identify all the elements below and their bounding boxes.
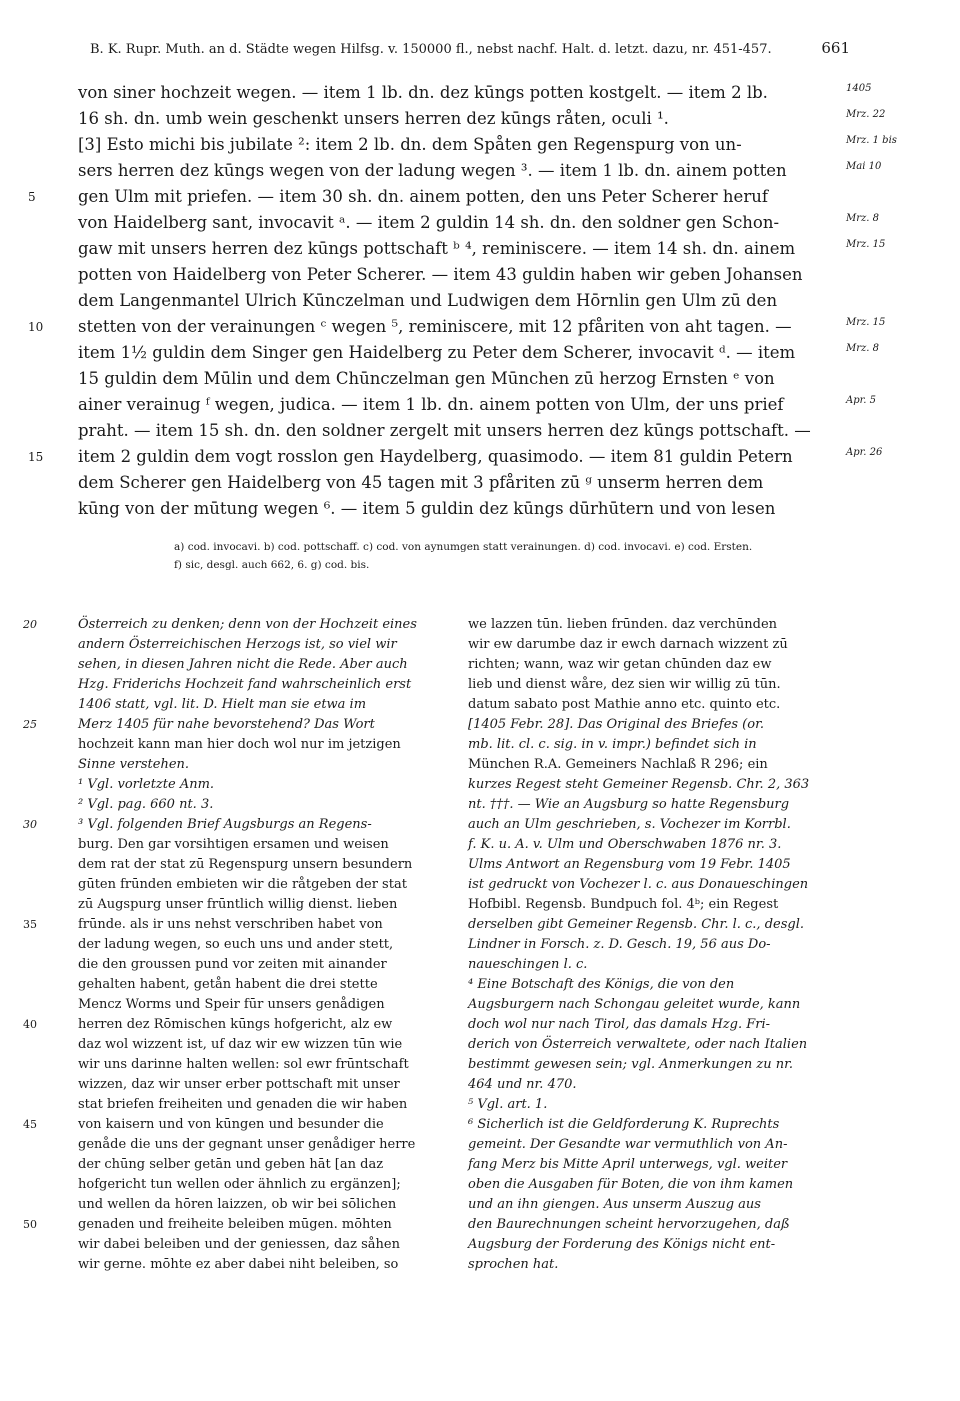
column-line: ist gedruckt von Vochezer l. c. aus Donaueschingen [468, 877, 809, 892]
column-line [78, 895, 446, 915]
line-number: 40 [23, 1018, 37, 1031]
column-line [78, 995, 446, 1015]
running-header [90, 39, 850, 57]
line-text: potten von Haidelberg von Peter Scherer. — item 43 guldin haben wir geben Johansen [78, 265, 803, 284]
column-line [78, 1255, 446, 1275]
textual-notes [174, 538, 752, 574]
line-text: wir dabei beleiben und der geniessen, daz såhen [78, 1237, 400, 1252]
margin-date: 1405 [846, 83, 872, 94]
column-line [78, 635, 446, 655]
line-number: 30 [23, 818, 37, 831]
line-text: Merz 1405 für nahe bevorstehend? Das Wort [78, 717, 375, 732]
column-line [23, 1215, 446, 1235]
main-line [78, 158, 882, 184]
main-line [78, 340, 880, 366]
line-text: sers herren dez kūngs wegen von der ladung wegen ³. — item 1 lb. dn. ainem potten [78, 161, 787, 180]
column-line [78, 775, 446, 795]
line-text: hofgericht tun wellen oder ähnlich zu ergänzen]; [78, 1177, 401, 1192]
column-line [78, 655, 446, 675]
main-line [78, 80, 872, 106]
line-text: herren dez Rōmischen kūngs hofgericht, alz ew [78, 1017, 393, 1032]
column-line: und an ihn giengen. Aus unserm Auszug aus [468, 1197, 761, 1212]
column-line [78, 1175, 446, 1195]
column-line: ⁵ Vgl. art. 1. [468, 1097, 548, 1112]
margin-date: Apr. 26 [846, 447, 883, 458]
line-text: item 1½ guldin dem Singer gen Haidelberg zu Peter dem Scherer, invocavit ᵈ. — item [78, 343, 796, 362]
main-line [78, 418, 838, 444]
line-text: von Haidelberg sant, invocavit ᵃ. — item 2 guldin 14 sh. dn. den soldner gen Schon- [78, 213, 780, 232]
column-line [78, 675, 446, 695]
line-number: 5 [28, 190, 36, 204]
column-line [23, 915, 446, 935]
line-text: gehalten habent, getån habent die drei stette [78, 977, 378, 992]
column-line: f. K. u. A. v. Ulm und Oberschwaben 1876 nr. 3. [468, 837, 782, 852]
column-line: datum sabato post Mathie anno etc. quinto etc. [468, 697, 781, 712]
column-line: Augsburgern nach Schongau geleitet wurde, kann [468, 997, 801, 1012]
column-line: Hofbibl. Regensb. Bundpuch fol. 4ᵇ; ein Regest [468, 897, 779, 912]
margin-date: Mrz. 1 bis [846, 135, 897, 146]
column-line [78, 1155, 446, 1175]
column-line: fang Merz bis Mitte April unterwegs, vgl. weiter [468, 1157, 788, 1172]
line-text: gen Ulm mit priefen. — item 30 sh. dn. ainem potten, den uns Peter Scherer heruf [78, 187, 768, 206]
margin-date: Mrz. 15 [846, 317, 886, 328]
line-text: von siner hochzeit wegen. — item 1 lb. dn. dez kūngs potten kostgelt. — item 2 lb. [78, 83, 768, 102]
column-line: kurzes Regest steht Gemeiner Regensb. Chr. 2, 363 [468, 777, 810, 792]
line-text: der chūng selber getān und geben hāt [an daz [78, 1157, 384, 1172]
line-text: Mencz Worms und Speir fūr unsers genådigen [78, 997, 385, 1012]
margin-date: Mrz. 8 [846, 343, 880, 354]
main-line [78, 106, 886, 132]
column-line [78, 1135, 446, 1155]
line-number: 15 [28, 450, 44, 464]
column-line [78, 1055, 446, 1075]
column-line [78, 875, 446, 895]
footnotes-left-column [23, 615, 446, 1275]
main-line [78, 132, 897, 158]
column-line: doch wol nur nach Tirol, das damals Hzg. Fri- [468, 1017, 771, 1032]
column-line: ⁶ Sicherlich ist die Geldforderung K. Ruprechts [468, 1117, 780, 1132]
line-text: burg. Den gar vorsihtigen ersamen und weisen [78, 837, 389, 852]
column-line: oben die Ausgaben für Boten, die von ihm kamen [468, 1177, 794, 1192]
line-text: die den groussen pund vor zeiten mit ainander [78, 957, 387, 972]
line-text: und wellen da hōren laizzen, ob wir bei sōlichen [78, 1197, 397, 1212]
column-line [78, 735, 446, 755]
line-text: Hzg. Friderichs Hochzeit fand wahrscheinlich erst [78, 677, 412, 692]
line-text: praht. — item 15 sh. dn. den soldner zergelt mit unsers herren dez kūngs pottschaft. — [78, 421, 811, 440]
column-line: [1405 Febr. 28]. Das Original des Briefes (or. [468, 717, 765, 732]
column-line: lieb und dienst wåre, dez sien wir willig zū tūn. [468, 677, 781, 692]
column-line [78, 1095, 446, 1115]
margin-date: Mrz. 8 [846, 213, 880, 224]
line-text: wizzen, daz wir unser erber pottschaft mit unser [78, 1077, 400, 1092]
line-text: ¹ Vgl. vorletzte Anm. [78, 777, 215, 792]
column-line: we lazzen tūn. lieben frūnden. daz verchūnden [468, 617, 778, 632]
main-line [28, 314, 886, 340]
column-line [78, 1075, 446, 1095]
margin-date: Mrz. 22 [846, 109, 886, 120]
column-line [23, 1115, 446, 1135]
column-line: den Baurechnungen scheint hervorzugehen, daß [468, 1217, 790, 1232]
line-text: 15 guldin dem Mūlin und dem Chūnczelman gen Mūnchen zū herzog Ernsten ᵉ von [78, 369, 775, 388]
column-line: auch an Ulm geschrieben, s. Vochezer im Korrbl. [468, 817, 791, 832]
textual-note-line: a) cod. invocavi. b) cod. pottschaff. c) cod. von aynumgen statt verainungen. d) cod. invocavi. e) cod. Ersten. [174, 541, 753, 553]
column-line [78, 955, 446, 975]
line-text: genåde die uns der gegnant unser genådiger herre [78, 1137, 416, 1152]
line-number: 20 [23, 618, 37, 631]
column-line: derich von Österreich verwaltete, oder nach Italien [468, 1037, 808, 1052]
line-text: hochzeit kann man hier doch wol nur im jetzigen [78, 737, 401, 752]
line-text: item 2 guldin dem vogt rosslon gen Haydelberg, quasimodo. — item 81 guldin Petern [78, 447, 793, 466]
column-line [23, 815, 446, 835]
column-line: München R.A. Gemeiners Nachlaß R 296; ein [468, 757, 768, 772]
line-text: sehen, in diesen Jahren nicht die Rede. Aber auch [78, 657, 408, 672]
line-text: ³ Vgl. folgenden Brief Augsburgs an Regens- [78, 817, 372, 832]
line-text: stat briefen freiheiten und genaden die wir haben [78, 1097, 408, 1112]
line-text: kūng von der mūtung wegen ⁶. — item 5 guldin dez kūngs dūrhūtern und von lesen [78, 499, 776, 518]
column-line: sprochen hat. [468, 1257, 559, 1272]
column-line [78, 1195, 446, 1215]
column-line [78, 755, 446, 775]
column-line [23, 1015, 446, 1035]
column-line: derselben gibt Gemeiner Regensb. Chr. l. c., desgl. [468, 917, 804, 932]
column-line: mb. lit. cl. c. sig. in v. impr.) befindet sich in [468, 737, 757, 752]
column-line [23, 615, 446, 635]
margin-date: Mai 10 [846, 161, 882, 172]
line-number: 45 [23, 1118, 37, 1131]
line-text: Österreich zu denken; denn von der Hochzeit eines [78, 617, 417, 632]
line-text: dem Scherer gen Haidelberg von 45 tagen mit 3 pfåriten zū ᵍ unserm herren dem [78, 473, 764, 492]
column-line [78, 1035, 446, 1055]
line-text: dem Langenmantel Ulrich Kūnczelman und Ludwigen dem Hōrnlin gen Ulm zū den [78, 291, 778, 310]
line-number: 10 [28, 320, 44, 334]
main-line [78, 236, 886, 262]
line-text: wir uns darinne halten wellen: sol ewr frūntschaft [78, 1057, 409, 1072]
line-text: genaden und freiheite beleiben mūgen. mōhten [78, 1217, 392, 1232]
line-text: stetten von der verainungen ᶜ wegen ⁵, reminiscere, mit 12 pfåriten von aht tagen. — [78, 317, 792, 336]
running-title: B. K. Rupr. Muth. an d. Städte wegen Hilfsg. v. 150000 fl., nebst nachf. Halt. d. letzt. dazu, nr. 451-457. [90, 42, 772, 57]
column-line: 464 und nr. 470. [468, 1077, 577, 1092]
line-number: 50 [23, 1218, 37, 1231]
line-text: ² Vgl. pag. 660 nt. 3. [78, 797, 214, 812]
line-text: 1406 statt, vgl. lit. D. Hielt man sie etwa im [78, 697, 367, 712]
column-line [23, 715, 446, 735]
main-line [28, 184, 838, 210]
column-line: Lindner in Forsch. z. D. Gesch. 19, 56 aus Do- [468, 937, 771, 952]
line-text: ainer verainug ᶠ wegen, judica. — item 1 lb. dn. ainem potten von Ulm, der uns prief [78, 395, 784, 414]
line-text: der ladung wegen, so euch uns und ander stett, [78, 937, 394, 952]
column-line: naueschingen l. c. [468, 957, 588, 972]
textual-note-line: f) sic, desgl. auch 662, 6. g) cod. bis. [174, 559, 370, 571]
line-text: 16 sh. dn. umb wein geschenkt unsers herren dez kūngs råten, oculi ¹. [78, 109, 669, 128]
column-line: wir ew darumbe daz ir ewch darnach wizzent zū [468, 637, 788, 652]
margin-date: Apr. 5 [846, 395, 877, 406]
line-number: 35 [23, 918, 37, 931]
line-text: frūnde. als ir uns nehst verschriben habet von [78, 917, 383, 932]
column-line: Ulms Antwort an Regensburg vom 19 Febr. 1405 [468, 857, 791, 872]
line-text: daz wol wizzent ist, uf daz wir ew wizzen tūn wie [78, 1037, 403, 1052]
column-line [78, 975, 446, 995]
line-number: 25 [23, 718, 37, 731]
line-text: zū Augspurg unser frūntlich willig dienst. lieben [78, 897, 398, 912]
line-text: wir gerne. mōhte ez aber dabei niht beleiben, so [78, 1257, 399, 1272]
column-line: ⁴ Eine Botschaft des Königs, die von den [468, 977, 735, 992]
main-line [78, 366, 838, 392]
column-line [78, 855, 446, 875]
line-text: andern Österreichischen Herzogs ist, so viel wir [78, 637, 397, 652]
main-line [78, 210, 880, 236]
column-line [78, 695, 446, 715]
line-text: dem rat der stat zū Regenspurg unsern besundern [78, 857, 413, 872]
main-line [78, 392, 877, 418]
line-text: von kaisern und von kūngen und besunder die [78, 1117, 384, 1132]
line-text: [3] Esto michi bis jubilate ²: item 2 lb. dn. dem Spåten gen Regenspurg von un- [78, 135, 742, 154]
main-line [78, 496, 838, 522]
page-number: 661 [821, 39, 850, 57]
column-line [78, 1235, 446, 1255]
main-line [78, 262, 838, 288]
column-line: nt. †††. — Wie an Augsburg so hatte Regensburg [468, 797, 790, 812]
main-line [78, 288, 838, 314]
main-line [28, 444, 883, 470]
column-line: gemeint. Der Gesandte war vermuthlich von An- [468, 1137, 788, 1152]
line-text: gaw mit unsers herren dez kūngs pottschaft ᵇ ⁴, reminiscere. — item 14 sh. dn. ainem [78, 239, 796, 258]
footnotes-right-column [468, 615, 838, 1275]
column-line: Augsburg der Forderung des Königs nicht ent- [468, 1237, 776, 1252]
line-text: gūten frūnden embieten wir die råtgeben der stat [78, 877, 407, 892]
column-line [78, 795, 446, 815]
line-text: Sinne verstehen. [78, 757, 190, 772]
column-line: richten; wann, waz wir getan chūnden daz ew [468, 657, 772, 672]
column-line [78, 835, 446, 855]
column-line: bestimmt gewesen sein; vgl. Anmerkungen zu nr. [468, 1057, 794, 1072]
main-text [28, 80, 897, 522]
margin-date: Mrz. 15 [846, 239, 886, 250]
main-line [78, 470, 838, 496]
column-line [78, 935, 446, 955]
